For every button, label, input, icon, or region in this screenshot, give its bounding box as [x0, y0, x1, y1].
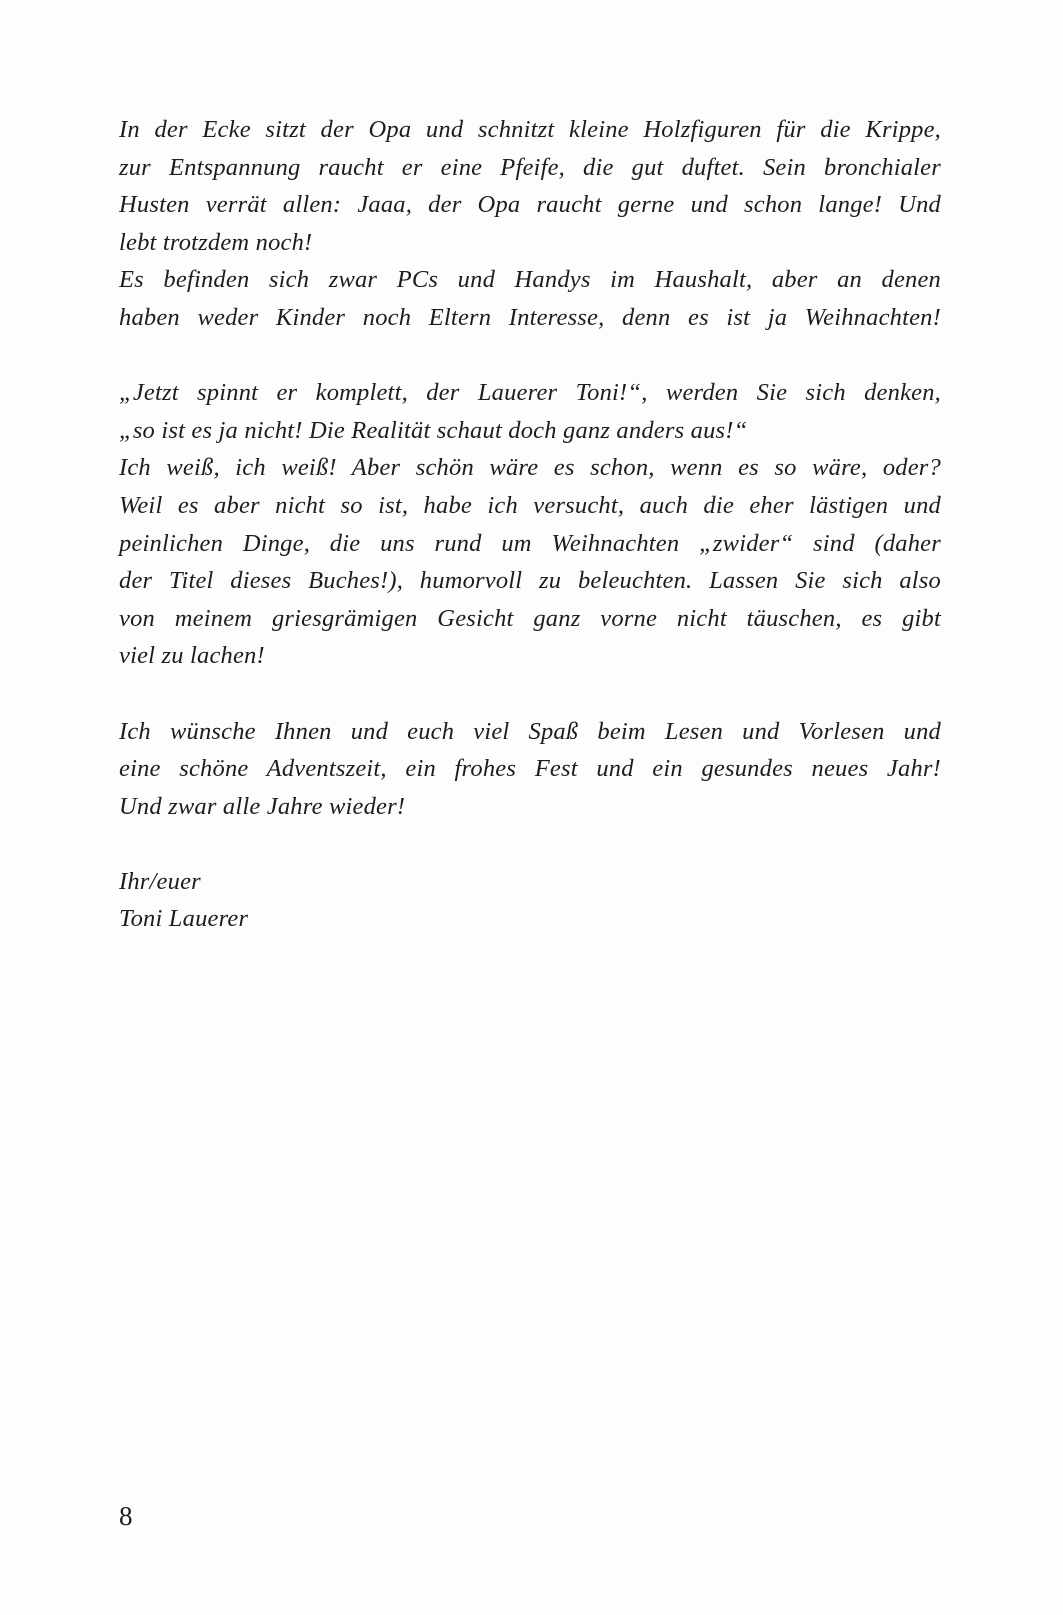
text-line: peinlichen Dinge, die uns rund um Weihnachten „zwider“ sind (daher: [119, 529, 941, 557]
text-line: der Titel dieses Buches!), humorvoll zu beleuchten. Lassen Sie sich also: [119, 567, 941, 595]
text-line: Ich weiß, ich weiß! Aber schön wäre es schon, wenn es so wäre, oder?: [119, 454, 941, 482]
text-line: Ihr/euer: [119, 867, 201, 895]
text-line: Husten verrät allen: Jaaa, der Opa raucht gerne und schon lange! Und: [119, 191, 941, 219]
paragraph-spacer: [119, 337, 941, 375]
page-number: 8: [119, 1501, 133, 1531]
text-line: „Jetzt spinnt er komplett, der Lauerer Toni!“, werden Sie sich denken,: [119, 379, 941, 407]
text-line: viel zu lachen!: [119, 642, 265, 670]
text-line: Toni Lauerer: [119, 905, 249, 933]
text-line: „so ist es ja nicht! Die Realität schaut doch ganz anders aus!“: [119, 416, 748, 444]
text-line: von meinem griesgrämigen Gesicht ganz vorne nicht täuschen, es gibt: [119, 604, 941, 632]
text-line: Ich wünsche Ihnen und euch viel Spaß beim Lesen und Vorlesen und: [119, 717, 941, 745]
paragraph-spacer: [119, 825, 941, 863]
text-line: Es befinden sich zwar PCs und Handys im Haushalt, aber an denen: [119, 266, 941, 294]
text-line: zur Entspannung raucht er eine Pfeife, die gut duftet. Sein bronchialer: [119, 153, 941, 181]
text-line: Weil es aber nicht so ist, habe ich versucht, auch die eher lästigen und: [119, 491, 941, 519]
text-line: Und zwar alle Jahre wieder!: [119, 792, 406, 820]
text-line: In der Ecke sitzt der Opa und schnitzt kleine Holzfiguren für die Krippe,: [119, 116, 941, 143]
page-text: [119, 111, 941, 938]
text-line: eine schöne Adventszeit, ein frohes Fest und ein gesundes neues Jahr!: [119, 755, 941, 783]
text-line: haben weder Kinder noch Eltern Interesse, denn es ist ja Weihnachten!: [119, 303, 941, 331]
text-line: lebt trotzdem noch!: [119, 228, 313, 256]
paragraph-spacer: [119, 675, 941, 713]
